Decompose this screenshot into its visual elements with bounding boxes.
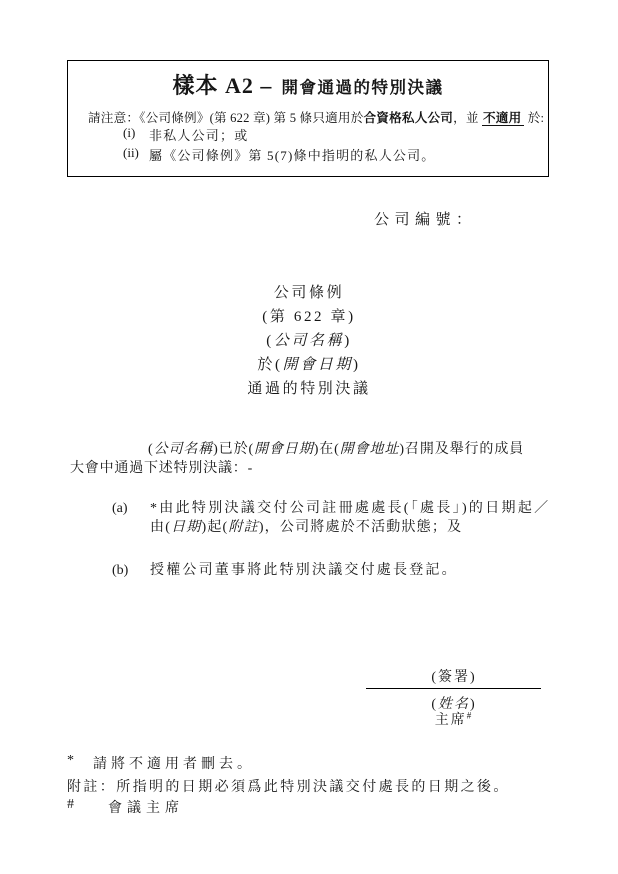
paragraph-line-1: (公司名稱)已於(開會日期)在(開會地址)召開及舉行的成員 [148, 442, 525, 457]
notice-item-ii-marker: (ii) [123, 145, 139, 160]
company-number-label: 公司編號： [374, 212, 477, 228]
resolution-item-a-line-2: 由(日期)起(附註)，公司將處於不活動狀態；及 [150, 520, 463, 535]
notice-item-i-marker: (i) [123, 125, 136, 140]
notice-intro-bold: 合資格私人公司 [363, 111, 454, 125]
resolution-item-b [112, 561, 582, 580]
heading-meeting-date-placeholder: 於(開會日期) [257, 357, 361, 373]
heading-chapter: (第 622 章) [262, 309, 356, 325]
document-title [68, 69, 548, 100]
notice-intro [88, 107, 544, 126]
paragraph-line-2: 大會中通過下述特別決議：- [70, 461, 254, 476]
footnote-asterisk-marker: * [67, 753, 74, 768]
resolution-item-a [112, 499, 582, 537]
notice-box [67, 60, 549, 177]
footnote-asterisk-text: 請將不適用者刪去。 [93, 757, 255, 772]
heading-company-name-placeholder: (公司名稱) [266, 333, 352, 349]
resolution-item-a-marker: (a) [112, 501, 128, 516]
notice-item-ii [123, 145, 543, 163]
notice-intro-suffix: 於: [524, 111, 545, 125]
footnote-hash-text: 會議主席 [108, 801, 184, 816]
notice-intro-mid: ，並 [453, 111, 483, 125]
signature-chairman-label: 主席# [434, 710, 474, 728]
notice-item-ii-text: 屬《公司條例》第 5(7)條中指明的私人公司。 [149, 148, 436, 163]
resolution-item-a-text [150, 499, 582, 537]
notice-item-i-text: 非私人公司；或 [149, 128, 249, 143]
heading-ordinance: 公司條例 [273, 285, 345, 301]
notice-item-i [123, 125, 543, 143]
notice-intro-prefix: 請注意：《公司條例》(第 622 章) 第 5 條只適用於 [88, 111, 364, 125]
signature-name-placeholder: (姓名) [431, 697, 477, 712]
chairman-footnote-mark: # [466, 710, 474, 721]
heading-resolution-type: 通過的特別決議 [247, 381, 371, 397]
resolution-heading [0, 281, 618, 401]
title-subject: 開會通過的特別決議 [281, 79, 444, 97]
resolution-paragraph [70, 440, 570, 478]
resolution-item-b-marker: (b) [112, 563, 129, 578]
footnote-asterisk [67, 753, 255, 772]
title-sample-label: 樣本 A2 – [172, 73, 273, 98]
notice-intro-underline: 不適用 [482, 111, 524, 126]
signature-label: (簽署) [431, 670, 477, 685]
footnote-hash-marker: # [67, 797, 74, 812]
footnote-note: 附註：所指明的日期必須爲此特別決議交付處長的日期之後。 [67, 780, 510, 795]
footnote-hash [67, 797, 184, 816]
resolution-item-b-text: 授權公司董事將此特別決議交付處長登記。 [150, 563, 458, 578]
signature-line [366, 688, 541, 689]
resolution-item-a-line-1: *由此特別決議交付公司註冊處處長(「處長」)的日期起／ [150, 501, 551, 516]
